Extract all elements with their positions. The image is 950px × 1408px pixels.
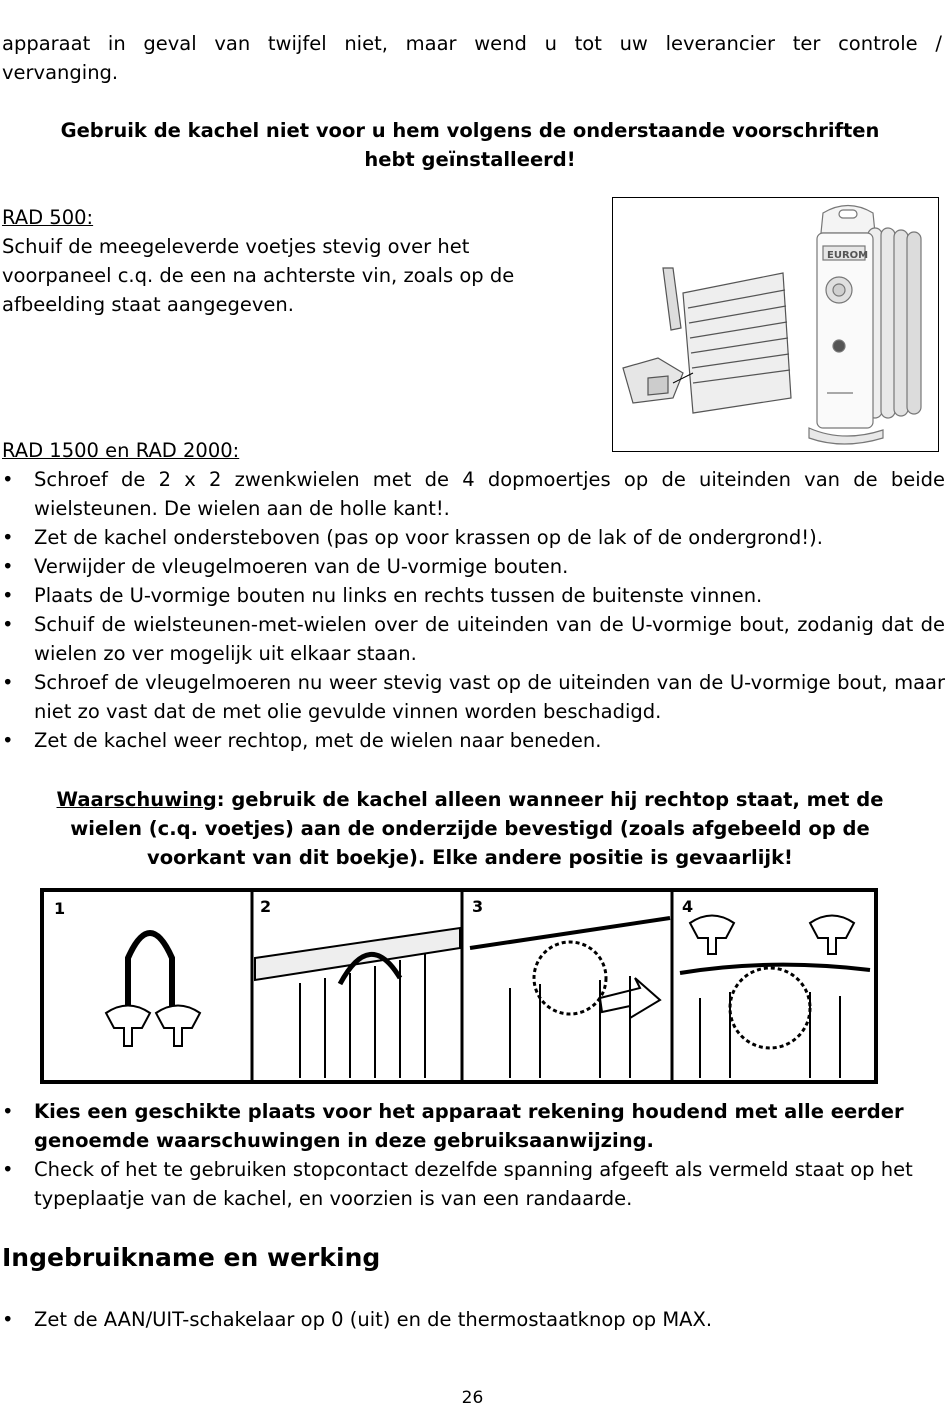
list-item — [0, 523, 945, 552]
bullet-dot: • — [2, 584, 14, 607]
word: van — [214, 32, 251, 55]
bullet-dot: • — [2, 468, 14, 491]
word: apparaat — [2, 32, 91, 55]
step-number: 1 — [54, 899, 66, 918]
bullet-dot: • — [2, 671, 14, 694]
heater-illustration — [613, 198, 937, 450]
install-warning-line-1: Gebruik de kachel niet voor u hem volgens de onderstaande voorschriften — [60, 119, 880, 142]
warning-line-2: wielen (c.q. voetjes) aan de onderzijde bevestigd (zoals afgebeeld op de — [70, 817, 870, 840]
word: twijfel — [267, 32, 327, 55]
steps-illustration — [40, 888, 878, 1088]
list-item-text: Schroef de vleugelmoeren nu weer stevig vast op de uiteinden van de U-vormige bout, maar niet zo vast dat de met olie gevulde vinnen worden beschadigd. — [34, 671, 945, 723]
list-item-text: Verwijder de vleugelmoeren van de U-vormige bouten. — [34, 555, 569, 578]
heater-body — [809, 206, 921, 445]
list-item-text: Kies een geschikte plaats voor het apparaat rekening houdend met alle eerder genoemde waarschuwingen in deze gebruiksaanwijzing. — [34, 1100, 904, 1152]
word: leverancier — [665, 32, 776, 55]
rad1500-heading: RAD 1500 en RAD 2000: — [2, 439, 240, 462]
rad1500-steps — [0, 465, 945, 755]
list-item — [0, 726, 945, 755]
word: niet, — [344, 32, 388, 55]
word: tot — [574, 32, 602, 55]
page-number: 26 — [461, 1388, 484, 1408]
list-item — [0, 1155, 945, 1213]
list-item-text: Zet de AAN/UIT-schakelaar op 0 (uit) en de thermostaatknop op MAX. — [34, 1308, 713, 1331]
bullet-dot: • — [2, 1158, 14, 1181]
warning-line-3: voorkant van dit boekje). Elke andere positie is gevaarlijk! — [147, 846, 793, 869]
rad500-heading: RAD 500: — [2, 206, 94, 229]
placement-list — [0, 1097, 945, 1213]
word: wend — [474, 32, 527, 55]
bullet-dot: • — [2, 729, 14, 752]
rad500-line: afbeelding staat aangegeven. — [2, 293, 294, 316]
word: maar — [405, 32, 457, 55]
rad500-line: Schuif de meegeleverde voetjes stevig over het — [2, 235, 470, 258]
wheel-mounting-steps — [40, 888, 878, 1088]
list-item — [0, 1305, 945, 1334]
word: in — [107, 32, 126, 55]
list-item — [0, 1097, 945, 1155]
list-item-text: Zet de kachel weer rechtop, met de wielen naar beneden. — [34, 729, 602, 752]
word: / — [935, 32, 942, 55]
fin-detail — [623, 268, 791, 413]
brand-label: EUROM — [827, 250, 869, 261]
word: u — [544, 32, 557, 55]
heater-figure — [612, 197, 939, 452]
bullet-dot: • — [2, 526, 14, 549]
intro-line-1 — [2, 29, 942, 58]
list-item — [0, 465, 945, 523]
list-item — [0, 668, 945, 726]
warning-label: Waarschuwing — [56, 788, 217, 811]
list-item — [0, 581, 945, 610]
bullet-dot: • — [2, 1308, 14, 1331]
list-item — [0, 610, 945, 668]
list-item — [0, 552, 945, 581]
step-number: 3 — [472, 897, 484, 916]
warning-text: : gebruik de kachel alleen wanneer hij rechtop staat, met de — [216, 788, 884, 811]
step-number: 4 — [682, 897, 694, 916]
rad500-line: voorpaneel c.q. de een na achterste vin, zoals op de — [2, 264, 515, 287]
word: controle — [838, 32, 918, 55]
intro-line-2: vervanging. — [2, 61, 119, 84]
warning-line-1 — [0, 785, 940, 814]
section-heading: Ingebruikname en werking — [2, 1243, 381, 1272]
list-item-text: Schroef de 2 x 2 zwenkwielen met de 4 dopmoertjes op de uiteinden van de beide wielsteunen. De wielen aan de holle kant!. — [34, 468, 945, 520]
word: uw — [619, 32, 648, 55]
bullet-dot: • — [2, 613, 14, 636]
list-item-text: Check of het te gebruiken stopcontact dezelfde spanning afgeeft als vermeld staat op het typeplaatje van de kachel, en voorzien is van een randaarde. — [34, 1158, 913, 1210]
step-number: 2 — [260, 897, 272, 916]
install-warning-line-2: hebt geïnstalleerd! — [364, 148, 576, 171]
bullet-dot: • — [2, 555, 14, 578]
list-item-text: Zet de kachel ondersteboven (pas op voor krassen op de lak of de ondergrond!). — [34, 526, 823, 549]
word: geval — [143, 32, 197, 55]
operation-list — [0, 1305, 945, 1334]
list-item-text: Plaats de U-vormige bouten nu links en rechts tussen de buitenste vinnen. — [34, 584, 763, 607]
word: ter — [792, 32, 821, 55]
bullet-dot: • — [2, 1100, 14, 1123]
list-item-text: Schuif de wielsteunen-met-wielen over de uiteinden van de U-vormige bout, zodanig dat de wielen zo ver mogelijk uit elkaar staan. — [34, 613, 945, 665]
